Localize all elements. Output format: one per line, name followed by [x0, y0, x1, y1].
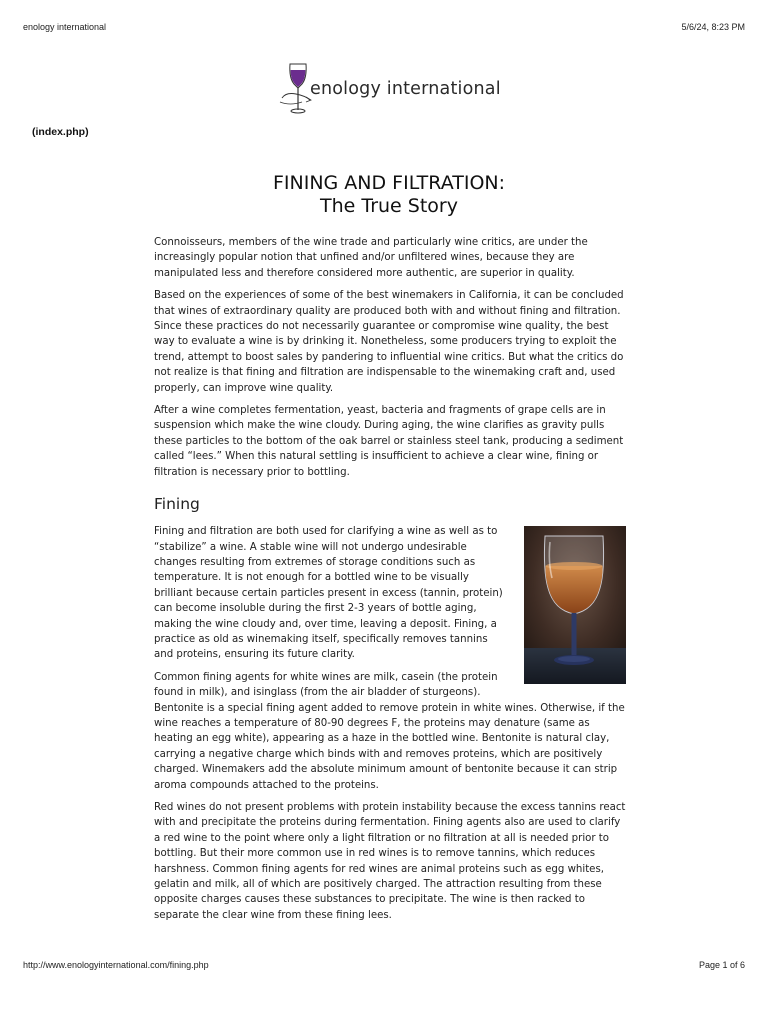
title-line-1: FINING AND FILTRATION: [272, 172, 506, 194]
intro-paragraph: Connoisseurs, members of the wine trade and particularly wine critics, are under the increasingly popular notion that unfined and/or unfiltered wines, because they are manipulated less and therefore considered more authentic, are superior in quality. [154, 237, 588, 279]
wine-glass-photo [524, 526, 626, 684]
index-link[interactable]: (index.php) [32, 126, 89, 138]
intro-paragraph: Based on the experiences of some of the best winemakers in California, it can be concluded that wines of extraordinary quality are produced both with and without fining and filtration. Since these practices do not necessarily guarantee or compromise wine quality, the best way to evaluate a wine is by drinking it. Nonetheless, some producers trying to exploit the trend, attempt to boost sales by pandering to influential wine critics. But what the critics do not realize is that fining and filtration are indispensable to the winemaking craft and, used properly, can improve wine quality. [154, 290, 624, 394]
page-title [154, 172, 624, 218]
print-footer-url: http://www.enologyinternational.com/fining.php [23, 960, 209, 970]
print-header-datetime: 5/6/24, 8:23 PM [681, 22, 745, 32]
article-body [154, 235, 626, 930]
print-header-title: enology international [23, 22, 107, 32]
site-logo[interactable] [276, 60, 506, 120]
logo-text: enology international [310, 79, 501, 99]
fining-paragraph: Red wines do not present problems with protein instability because the excess tannins react with and precipitate the proteins during fermentation. Fining agents also are used to clarify a red wine to the point where only a light filtration or no filtration at all is needed prior to bottling. But their more common use in red wines is to remove tannins, which reduces harshness. Common fining agents for red wines are animal proteins such as egg whites, gelatin and milk, all of which are positively charged. The attraction resulting from these opposite charges causes these substances to precipitate. The wine is then racked to separate the clear wine from these fining lees. [154, 802, 626, 921]
fining-paragraph: Common fining agents for white wines are milk, casein (the protein found in milk), and isinglass (from the air bladder of sturgeons). Bentonite is a special fining agent added to remove protein in white wines. Otherwise, if the wine reaches a temperature of 80-90 degrees F, the proteins may denature (same as heating an egg white), appearing as a haze in the bottled wine. Bentonite is natural clay, carrying a negative charge which binds with and removes proteins, which are positively charged. Winemakers add the absolute minimum amount of bentonite because it can strip aroma compounds attached to the proteins. [154, 671, 625, 791]
title-line-2: The True Story [320, 195, 458, 217]
fining-paragraph: Fining and filtration are both used for clarifying a wine as well as to “stabilize” a wine. A stable wine will not undergo undesirable changes resulting from extremes of storage conditions such as temperature. It is not enough for a bottled wine to be visually brilliant because certain particles present in excess (tannin, protein) can become insoluble during the first 2-3 years of bottle aging, making the wine cloudy and, over time, leaving a deposit. Fining, a practice as old as winemaking itself, specifically removes tannins and proteins, ensuring its future clarity. [154, 526, 503, 661]
intro-paragraph: After a wine completes fermentation, yeast, bacteria and fragments of grape cells are in suspension which make the wine cloudy. During aging, the wine clarifies as gravity pulls these particles to the bottom of the oak barrel or stainless steel tank, producing a sediment called “lees.” When this natural settling is insufficient to achieve a clear wine, fining or filtration is necessary prior to bottling. [154, 405, 624, 478]
print-footer-page-number: Page 1 of 6 [698, 960, 745, 970]
fining-heading: Fining [154, 495, 200, 514]
